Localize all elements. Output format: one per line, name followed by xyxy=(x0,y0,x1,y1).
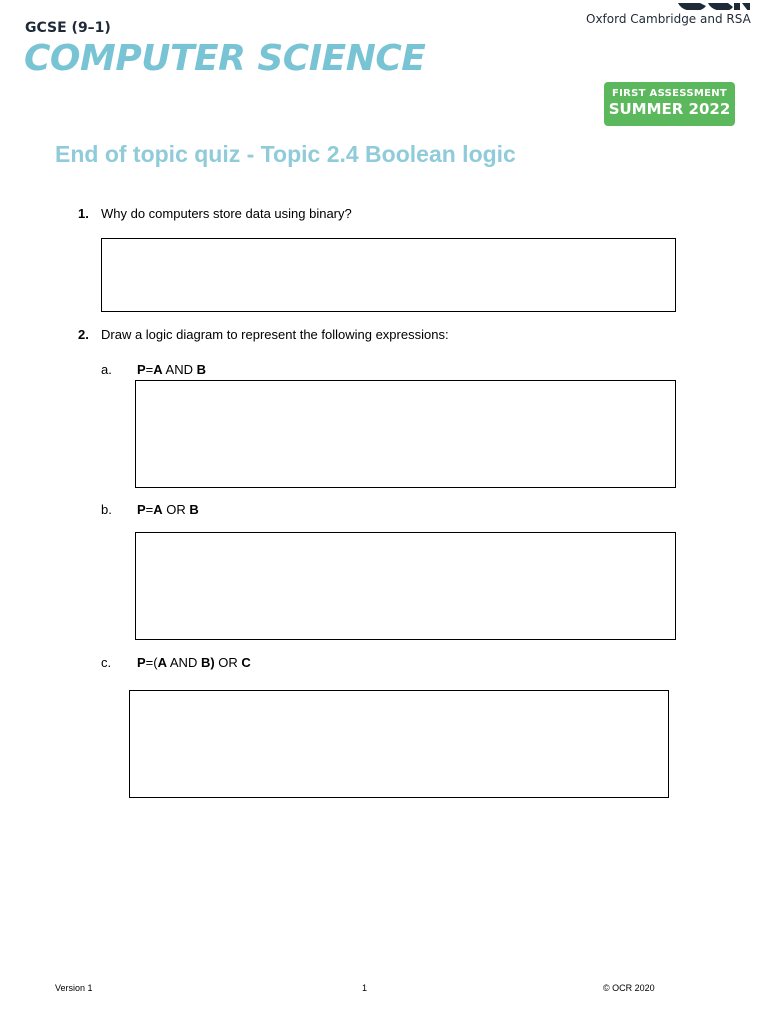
question-2c-letter: c. xyxy=(101,655,112,670)
footer-page-number: 1 xyxy=(362,983,368,993)
question-2a-expression: P=A AND B xyxy=(137,362,207,377)
badge-line-2: SUMMER 2022 xyxy=(608,100,731,118)
question-2b-expression: P=A OR B xyxy=(137,502,199,517)
question-2a-letter: a. xyxy=(101,362,112,377)
question-2b-letter: b. xyxy=(101,502,112,517)
footer-version: Version 1 xyxy=(55,983,93,993)
question-2-number: 2. xyxy=(78,327,89,342)
question-2b-answer-box[interactable] xyxy=(135,532,676,640)
quiz-title: End of topic quiz - Topic 2.4 Boolean logic xyxy=(55,141,516,167)
logo-tagline: Oxford Cambridge and RSA xyxy=(586,12,751,26)
question-1-answer-box[interactable] xyxy=(101,238,676,312)
badge-line-1: FIRST ASSESSMENT xyxy=(611,88,727,99)
qualification-label: GCSE (9–1) xyxy=(25,20,111,36)
footer-copyright: © OCR 2020 xyxy=(603,983,655,993)
ocr-logo xyxy=(570,0,750,34)
question-2c-expression: P=(A AND B) OR C xyxy=(137,655,251,670)
question-1-number: 1. xyxy=(78,206,89,221)
question-2c-answer-box[interactable] xyxy=(129,690,669,798)
subject-title: COMPUTER SCIENCE xyxy=(24,38,426,79)
first-assessment-badge xyxy=(604,82,735,126)
ocr-logo-letters xyxy=(570,0,750,10)
question-1-text: Why do computers store data using binary? xyxy=(101,206,352,221)
question-2a-answer-box[interactable] xyxy=(135,380,676,488)
question-2-text: Draw a logic diagram to represent the following expressions: xyxy=(101,327,449,342)
